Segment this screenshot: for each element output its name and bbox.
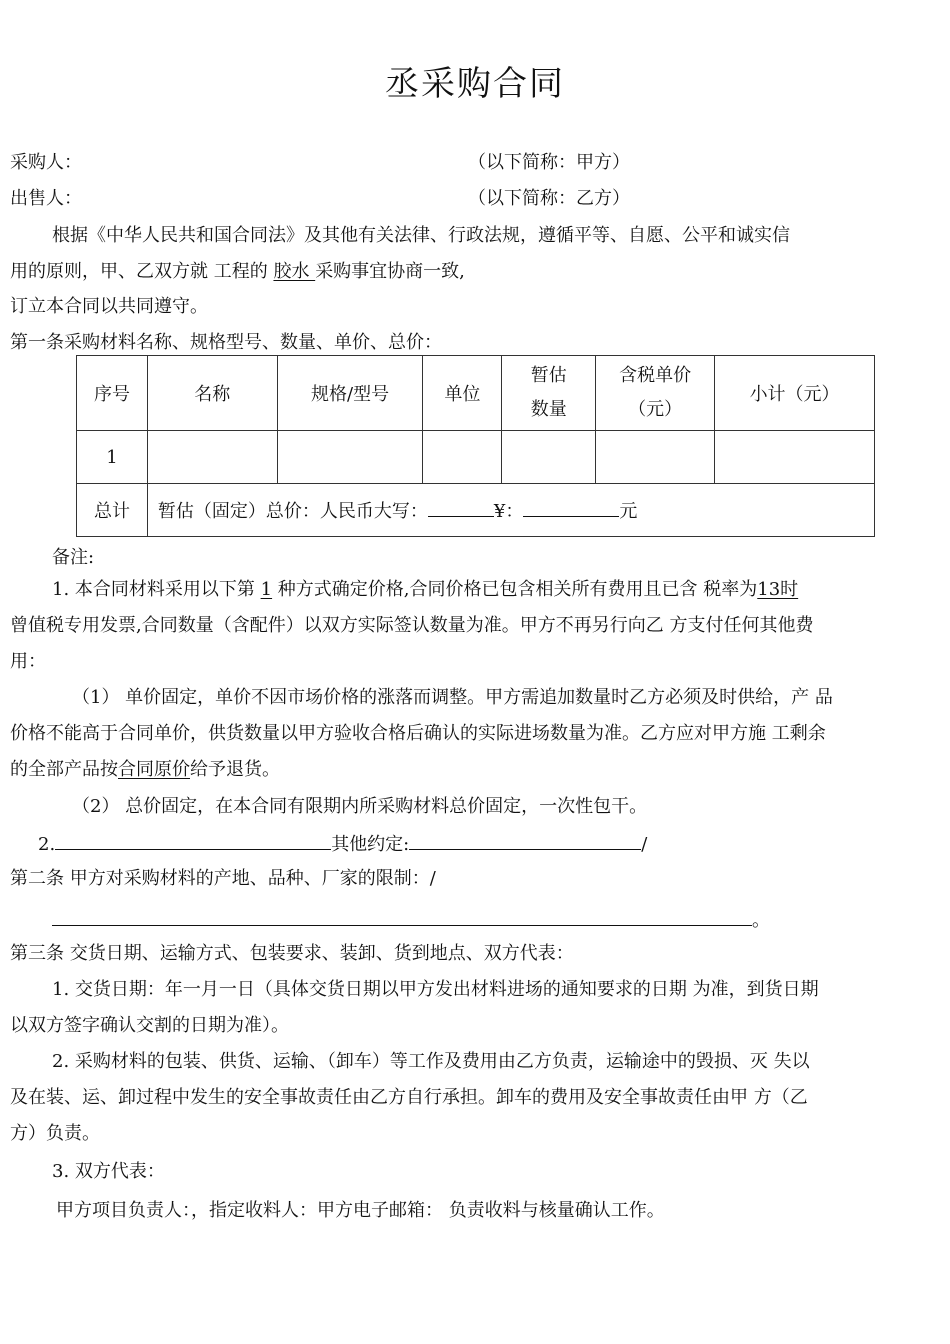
table-total-row xyxy=(77,484,875,537)
material-name: 胶水 xyxy=(273,261,316,282)
row-1-seq: 1 xyxy=(77,431,148,484)
contract-title: 丞采购合同 xyxy=(385,64,565,104)
note-2 xyxy=(38,831,647,857)
total-label: 总计 xyxy=(77,484,148,537)
note-2-slash: / xyxy=(641,834,648,855)
option-1-line-2: 价格不能高于合同单价，供货数量以甲方验收合格后确认的实际进场数量为准。乙方应对甲方施 工剩余 xyxy=(10,723,826,744)
article-1-heading: 第一条采购材料名称、规格型号、数量、单价、总价： xyxy=(10,332,442,353)
article-3-p2-line-2: 及在装、运、卸过程中发生的安全事故责任由乙方自行承担。卸车的费用及安全事故责任由甲 方（乙 xyxy=(10,1087,808,1108)
intro-line-2-b: 采购事宜协商一致, xyxy=(315,261,465,282)
article-3-p1-line-2: 以双方签字确认交割的日期为准）。 xyxy=(10,1015,289,1036)
article-3-p1-line-1: 1. 交货日期：年一月一日（具体交货日期以甲方发出材料进场的通知要求的日期 为准，到货日期 xyxy=(52,979,819,1000)
option-1-line-3-a: 的全部产品按 xyxy=(10,759,118,780)
note-1-a: 1. 本合同材料采用以下第 xyxy=(52,579,261,600)
seller-alias: （以下简称：乙方） xyxy=(468,188,630,209)
row-1-unit-price[interactable] xyxy=(596,431,715,484)
note-1-b: 种方式确定价格,合同价格已包含相关所有费用且已含 税率为 xyxy=(272,579,758,600)
note-2-other-label: 其他约定: xyxy=(331,834,410,855)
total-amount xyxy=(147,484,874,537)
article-2-restriction xyxy=(52,907,770,933)
note-1-line-1 xyxy=(52,578,798,602)
article-2-blank[interactable] xyxy=(52,907,752,926)
total-words-blank[interactable] xyxy=(428,498,494,517)
article-2-end: 。 xyxy=(752,910,770,931)
total-number-blank[interactable] xyxy=(523,498,619,517)
note-2-blank-2[interactable] xyxy=(409,831,641,850)
header-unit-price xyxy=(596,356,715,431)
tax-rate: 13时 xyxy=(757,579,799,600)
buyer-alias: （以下简称：甲方） xyxy=(468,152,630,173)
notes-label: 备注: xyxy=(52,547,95,568)
article-2-heading: 第二条 甲方对采购材料的产地、品种、厂家的限制：/ xyxy=(10,868,436,889)
article-3-heading: 第三条 交货日期、运输方式、包装要求、装卸、货到地点、双方代表： xyxy=(10,943,574,964)
article-3-p3: 3. 双方代表： xyxy=(52,1161,165,1182)
seller-label: 出售人： xyxy=(10,188,82,209)
header-spec: 规格/型号 xyxy=(277,356,423,431)
intro-line-2 xyxy=(10,260,465,284)
intro-line-2-a: 用的原则，甲、乙双方就 工程的 xyxy=(10,261,274,282)
intro-line-3: 订立本合同以共同遵守。 xyxy=(10,296,208,317)
row-1-name[interactable] xyxy=(147,431,277,484)
note-1-line-2: 曾值税专用发票,合同数量（含配件）以双方实际签认数量为准。甲方不再另行向乙 方支付任何其他费 xyxy=(10,615,814,636)
header-quantity-line-2: 数量 xyxy=(530,399,567,420)
materials-table xyxy=(76,355,875,537)
table-header-row xyxy=(77,356,875,431)
header-unit-price-line-2: （元） xyxy=(628,399,683,420)
header-quantity xyxy=(502,356,596,431)
table-row xyxy=(77,431,875,484)
total-text-b: ¥： xyxy=(493,501,524,522)
header-subtotal: 小计（元） xyxy=(715,356,875,431)
article-3-representatives: 甲方项目负责人：，指定收料人：甲方电子邮箱： 负责收料与核量确认工作。 xyxy=(56,1200,665,1221)
row-1-quantity[interactable] xyxy=(502,431,596,484)
buyer-label: 采购人： xyxy=(10,152,82,173)
note-2-number: 2. xyxy=(38,834,56,855)
article-3-p2-line-3: 方）负责。 xyxy=(10,1123,100,1144)
row-1-spec[interactable] xyxy=(277,431,423,484)
option-1-line-1: （1） 单价固定，单价不因市场价格的涨落而调整。甲方需追加数量时乙方必须及时供给，产 品 xyxy=(72,687,833,708)
header-unit: 单位 xyxy=(423,356,502,431)
note-2-blank-1[interactable] xyxy=(55,831,331,850)
return-price-basis: 合同原价 xyxy=(118,759,190,780)
option-1-line-3-b: 给予退货。 xyxy=(190,759,280,780)
header-name: 名称 xyxy=(147,356,277,431)
note-1-line-3: 用： xyxy=(10,651,46,672)
total-text-c: 元 xyxy=(619,501,638,522)
header-quantity-line-1: 暂估 xyxy=(530,365,567,386)
total-text-a: 暂估（固定）总价：人民币大写： xyxy=(157,501,428,522)
header-unit-price-line-1: 含税单价 xyxy=(619,365,692,386)
row-1-subtotal[interactable] xyxy=(715,431,875,484)
header-seq: 序号 xyxy=(77,356,148,431)
option-2: （2） 总价固定，在本合同有限期内所采购材料总价固定，一次性包干。 xyxy=(72,796,648,817)
article-3-p2-line-1: 2. 采购材料的包装、供货、运输、（卸车）等工作及费用由乙方负责，运输途中的毁损、灭 失以 xyxy=(52,1051,810,1072)
option-1-line-3 xyxy=(10,758,280,782)
pricing-method-choice: 1 xyxy=(260,579,273,600)
intro-line-1: 根据《中华人民共和国合同法》及其他有关法律、行政法规，遵循平等、自愿、公平和诚实信 xyxy=(52,225,790,246)
row-1-unit[interactable] xyxy=(423,431,502,484)
